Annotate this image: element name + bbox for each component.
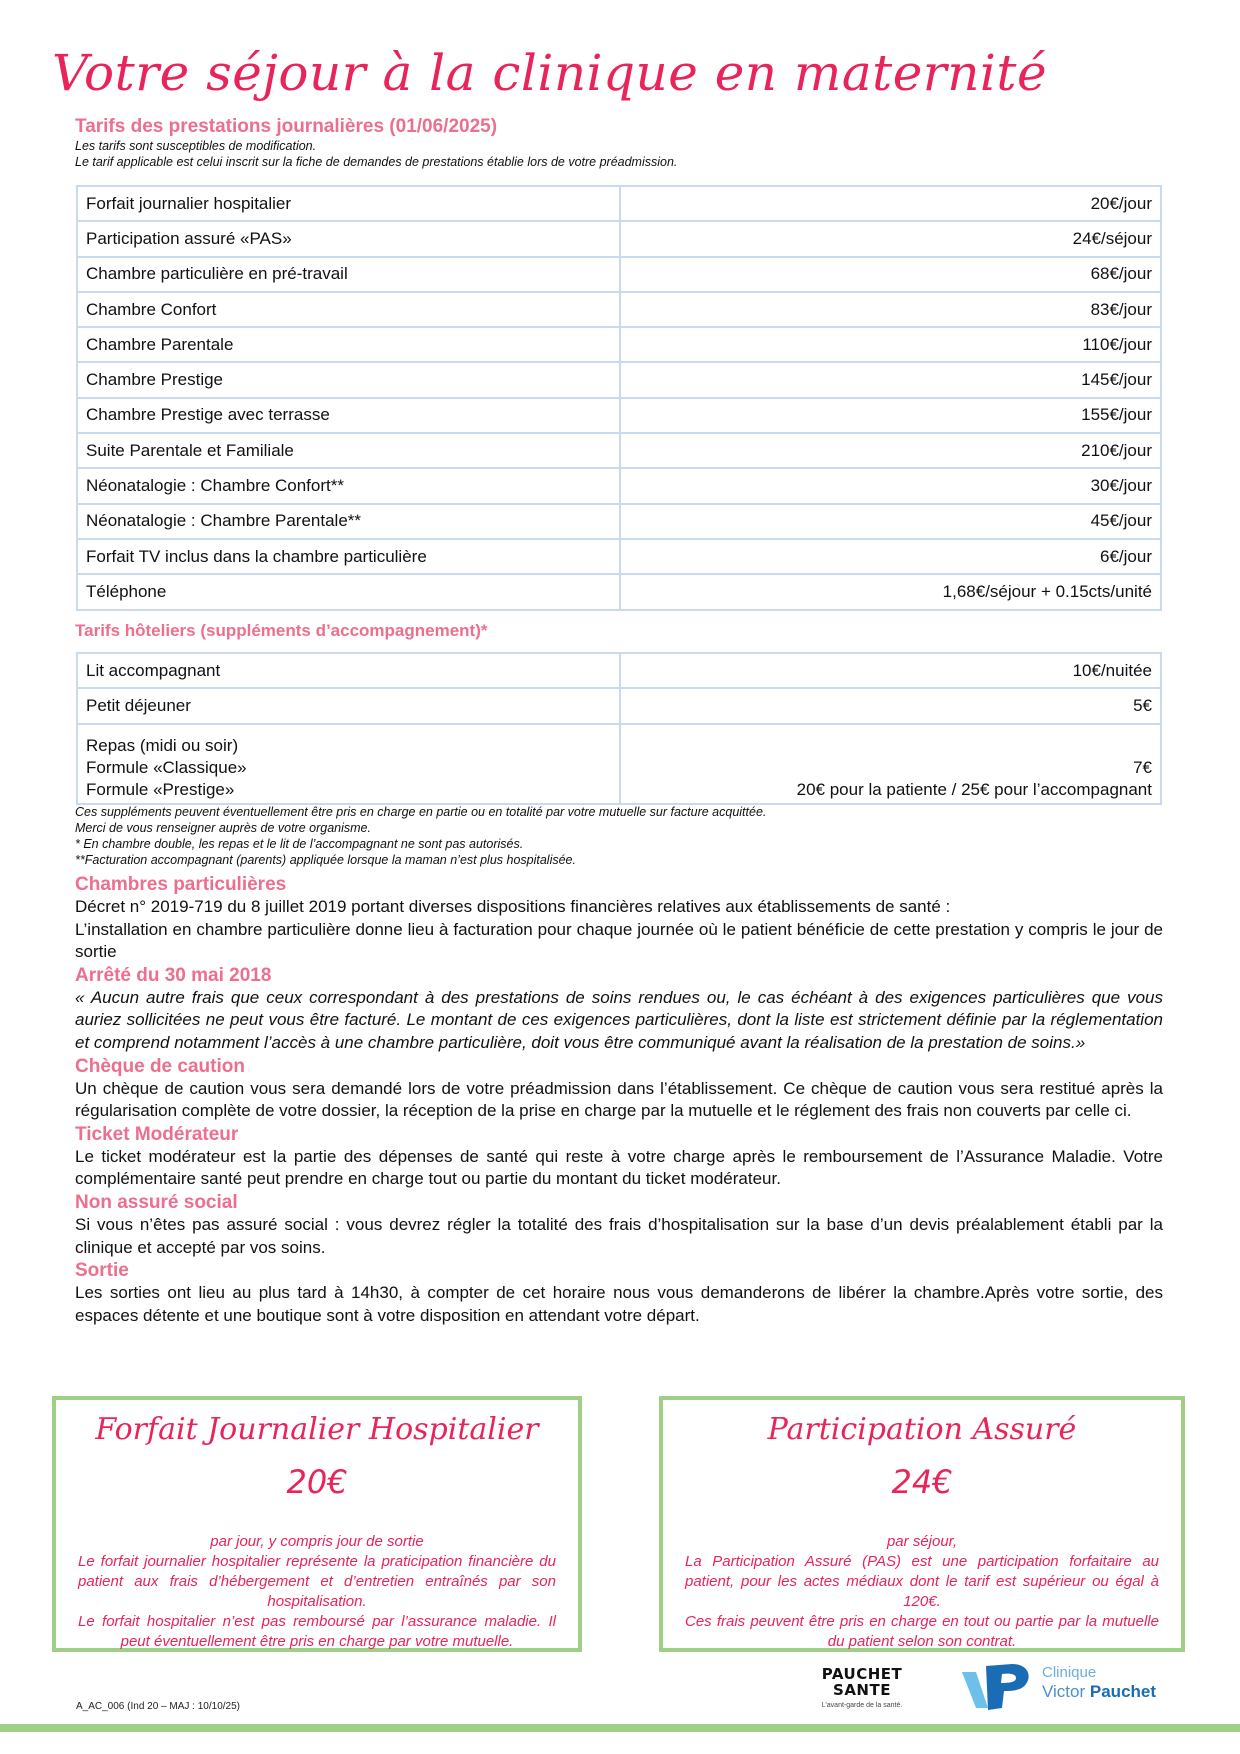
page-title: Votre séjour à la clinique en maternité bbox=[52, 44, 1048, 102]
meal-label: Repas (midi ou soir) bbox=[86, 735, 239, 755]
rate-value: 68€/jour bbox=[620, 257, 1161, 292]
table-row bbox=[77, 539, 1161, 574]
meal-prestige-value: 20€ pour la patiente / 25€ pour l’accompagnant bbox=[796, 779, 1152, 799]
rate-value: 83€/jour bbox=[620, 292, 1161, 327]
intro-note: Le tarif applicable est celui inscrit sur la fiche de demandes de prestations établie lors de votre préadmission. bbox=[75, 155, 678, 169]
logo-line: PAUCHET bbox=[821, 1665, 903, 1683]
logo-name-light: Victor bbox=[1042, 1682, 1086, 1701]
logo-clinique-text: Clinique bbox=[1042, 1664, 1097, 1681]
section-text: L’installation en chambre particulière donne lieu à facturation pour chaque journée où le patient bénéficie de cette prestation y compris le jour de sortie bbox=[75, 919, 1163, 962]
box-price: 24€ bbox=[891, 1463, 953, 1501]
daily-rates-table bbox=[76, 185, 1162, 611]
rate-label: Néonatalogie : Chambre Confort** bbox=[77, 468, 620, 503]
section-heading: Chèque de caution bbox=[75, 1055, 245, 1077]
vp-monogram-icon bbox=[962, 1662, 1038, 1712]
rate-label: Chambre Confort bbox=[77, 292, 620, 327]
meal-prestige-label: Formule «Prestige» bbox=[86, 779, 235, 799]
hotel-note: **Facturation accompagnant (parents) appliquée lorsque la maman n’est plus hospitalisée. bbox=[75, 853, 576, 867]
meal-value-cell bbox=[620, 724, 1161, 804]
rate-value: 45€/jour bbox=[620, 504, 1161, 539]
section-heading: Ticket Modérateur bbox=[75, 1123, 239, 1145]
section-heading: Sortie bbox=[75, 1260, 129, 1282]
logo-name-text bbox=[1042, 1682, 1156, 1702]
hotel-note: Merci de vous renseigner auprès de votre organisme. bbox=[75, 821, 371, 835]
rate-label: Participation assuré «PAS» bbox=[77, 221, 620, 256]
hotel-rates-table bbox=[76, 652, 1162, 805]
box-price: 20€ bbox=[286, 1463, 348, 1501]
rate-label: Chambre Prestige avec terrasse bbox=[77, 398, 620, 433]
table-row bbox=[77, 327, 1161, 362]
rate-value: 6€/jour bbox=[620, 539, 1161, 574]
rate-value: 1,68€/séjour + 0.15cts/unité bbox=[620, 574, 1161, 609]
table-row bbox=[77, 221, 1161, 256]
rate-label: Petit déjeuner bbox=[77, 688, 620, 723]
table-row bbox=[77, 504, 1161, 539]
meal-label-cell bbox=[77, 724, 620, 804]
logo-line: SANTE bbox=[833, 1681, 891, 1699]
rate-label: Téléphone bbox=[77, 574, 620, 609]
box-title: Forfait Journalier Hospitalier bbox=[95, 1412, 539, 1447]
box-line: par séjour, bbox=[886, 1533, 958, 1550]
footer-bar bbox=[0, 1724, 1240, 1732]
rate-label: Forfait journalier hospitalier bbox=[77, 186, 620, 221]
section-text: Les sorties ont lieu au plus tard à 14h30, à compter de cet horaire nous vous demanderons de libérer la chambre.Après votre sortie, des espaces détente et une boutique sont à votre disposition en attendant votre départ. bbox=[75, 1283, 1163, 1325]
section-heading: Chambres particulières bbox=[75, 874, 287, 895]
rate-label: Néonatalogie : Chambre Parentale** bbox=[77, 504, 620, 539]
box-text bbox=[78, 1532, 556, 1652]
table-row bbox=[77, 653, 1161, 688]
rate-label: Suite Parentale et Familiale bbox=[77, 433, 620, 468]
rate-value: 145€/jour bbox=[620, 362, 1161, 397]
participation-assure-box bbox=[659, 1396, 1185, 1652]
daily-rates-heading: Tarifs des prestations journalières (01/06/2025) bbox=[75, 116, 498, 137]
hotel-notes bbox=[75, 804, 766, 868]
pauchet-sante-logo bbox=[806, 1666, 918, 1709]
table-row bbox=[77, 433, 1161, 468]
intro-note: Les tarifs sont susceptibles de modification. bbox=[75, 139, 317, 153]
info-sections bbox=[75, 873, 1163, 1327]
table-row bbox=[77, 186, 1161, 221]
rate-value: 24€/séjour bbox=[620, 221, 1161, 256]
document-reference: A_AC_006 (Ind 20 – MAJ : 10/10/25) bbox=[76, 1701, 240, 1712]
rate-value: 10€/nuitée bbox=[620, 653, 1161, 688]
logo-name-bold: Pauchet bbox=[1089, 1682, 1157, 1701]
section-heading: Non assuré social bbox=[75, 1191, 238, 1213]
rate-value: 210€/jour bbox=[620, 433, 1161, 468]
table-row bbox=[77, 688, 1161, 723]
section-quote: « Aucun autre frais que ceux correspondant à des prestations de soins rendues ou, le cas échéant à des exigences particulières que vous auriez sollicitées ne peut vous être facturé. Le montant de ces exigences particulières, dont la liste est strictement définie par la réglementation et comprend notamment l’accès à une chambre particulière, doit vous être communiqué avant la réalisation de la prestation de soins.» bbox=[75, 987, 1163, 1052]
rate-value: 5€ bbox=[620, 688, 1161, 723]
rate-value: 20€/jour bbox=[620, 186, 1161, 221]
table-row bbox=[77, 398, 1161, 433]
section-text: Si vous n’êtes pas assuré social : vous devrez régler la totalité des frais d’hospitalisation sur la base d’un devis préalablement établi par la clinique et accepté par vos soins. bbox=[75, 1214, 1163, 1257]
box-line: Le forfait hospitalier n’est pas remboursé par l’assurance maladie. Il peut éventuellement être pris en charge par votre mutuelle. bbox=[78, 1613, 556, 1650]
table-row bbox=[77, 292, 1161, 327]
rate-label: Chambre particulière en pré-travail bbox=[77, 257, 620, 292]
tariffs-intro bbox=[75, 116, 677, 170]
rate-label: Forfait TV inclus dans la chambre particulière bbox=[77, 539, 620, 574]
rate-label: Chambre Parentale bbox=[77, 327, 620, 362]
hotel-note: Ces suppléments peuvent éventuellement être pris en charge en partie ou en totalité par votre mutuelle sur facture acquittée. bbox=[75, 805, 767, 819]
table-row bbox=[77, 468, 1161, 503]
rate-value: 30€/jour bbox=[620, 468, 1161, 503]
meal-classique-label: Formule «Classique» bbox=[86, 757, 247, 777]
section-text: Décret n° 2019-719 du 8 juillet 2019 portant diverses dispositions financières relatives aux établissements de santé : bbox=[75, 897, 951, 916]
box-line: par jour, y compris jour de sortie bbox=[210, 1533, 424, 1550]
logo-tagline: L’avant-garde de la santé. bbox=[821, 1702, 903, 1709]
rate-value: 155€/jour bbox=[620, 398, 1161, 433]
rate-label: Chambre Prestige bbox=[77, 362, 620, 397]
table-row bbox=[77, 362, 1161, 397]
table-row bbox=[77, 724, 1161, 804]
box-line: La Participation Assuré (PAS) est une participation forfaitaire au patient, pour les actes médiaux dont le tarif est supérieur ou égal à 120€. bbox=[685, 1553, 1159, 1610]
section-text: Le ticket modérateur est la partie des dépenses de santé qui reste à votre charge après le remboursement de l’Assurance Maladie. Votre complémentaire santé peut prendre en charge tout ou partie du montant du ticket modérateur. bbox=[75, 1146, 1163, 1189]
clinique-victor-pauchet-logo bbox=[962, 1662, 1172, 1712]
table-row bbox=[77, 257, 1161, 292]
table-row bbox=[77, 574, 1161, 609]
section-text: Un chèque de caution vous sera demandé lors de votre préadmission dans l’établissement. Ce chèque de caution vous sera restitué après la régularisation complète de votre dossier, la réception de la prise en charge par la mutuelle et le réglement des frais non couverts par celle ci. bbox=[75, 1078, 1163, 1121]
box-line: Le forfait journalier hospitalier représente la praticipation financière du patient aux frais d’hébergement et d’entretien entraînés par son hospitalisation. bbox=[78, 1553, 556, 1610]
box-line: Ces frais peuvent être pris en charge en tout ou partie par la mutuelle du patient selon son contrat. bbox=[685, 1613, 1159, 1650]
box-title: Participation Assuré bbox=[767, 1412, 1077, 1447]
rate-value: 110€/jour bbox=[620, 327, 1161, 362]
hotel-note: * En chambre double, les repas et le lit de l’accompagnant ne sont pas autorisés. bbox=[75, 837, 524, 851]
hotel-rates-heading: Tarifs hôteliers (suppléments d’accompagnement)* bbox=[75, 621, 488, 640]
forfait-journalier-box bbox=[52, 1396, 582, 1652]
box-text bbox=[685, 1532, 1159, 1652]
section-heading: Arrêté du 30 mai 2018 bbox=[75, 964, 272, 986]
rate-label: Lit accompagnant bbox=[77, 653, 620, 688]
meal-classique-value: 7€ bbox=[1133, 757, 1152, 777]
